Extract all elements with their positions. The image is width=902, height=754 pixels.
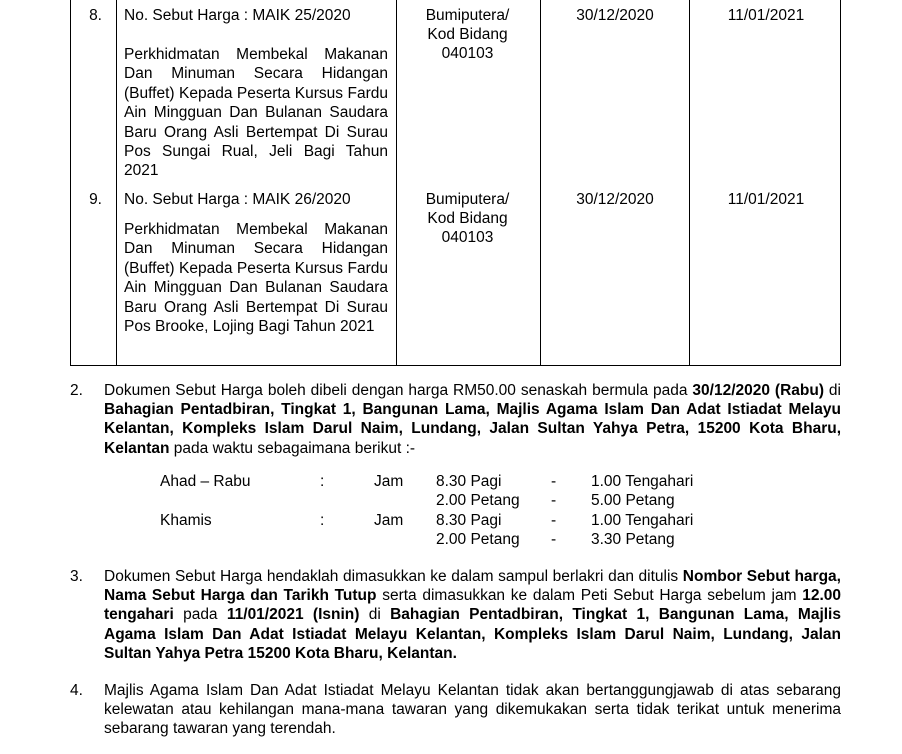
- table-divider: [540, 0, 541, 366]
- text-run: di: [359, 606, 391, 624]
- category-line: Bumiputera/: [425, 7, 510, 24]
- schedule-start: 2.00 Petang: [436, 492, 520, 509]
- paragraph-number: 3.: [70, 568, 83, 585]
- schedule-end: 3.30 Petang: [591, 531, 675, 548]
- schedule-start: 2.00 Petang: [436, 531, 520, 548]
- category-code: 040103: [441, 229, 494, 246]
- close-date: 11/01/2021: [727, 7, 805, 24]
- row-number: 9.: [89, 191, 102, 208]
- category-line: Bumiputera/: [425, 191, 510, 208]
- schedule-dash: -: [551, 492, 557, 509]
- tender-table: [0, 0, 902, 372]
- schedule-end: 5.00 Petang: [591, 492, 675, 509]
- table-divider: [689, 0, 690, 366]
- bold-text: Nombor Sebut harga, Nama Sebut Harga dan Tarikh Tutup: [104, 568, 841, 605]
- schedule-end: 1.00 Tengahari: [591, 473, 694, 490]
- schedule-dash: -: [551, 512, 557, 529]
- quotation-description: Perkhidmatan Membekal Makanan Dan Minuman Secara Hidangan (Buffet) Kepada Peserta Kursus Fardu Ain Mingguan Dan Bulanan Saudara Baru Orang Asli Bertempat Di Surau Pos Brooke, Lojing Bagi Tahun 2021: [124, 221, 388, 336]
- open-date: 30/12/2020: [576, 7, 654, 24]
- text-run: Dokumen Sebut Harga boleh dibeli dengan harga RM50.00 senaskah bermula pada: [104, 382, 693, 399]
- table-divider: [396, 0, 397, 366]
- bold-text: 11/01/2021 (Isnin): [226, 606, 360, 624]
- bold-text: Bahagian Pentadbiran, Tingkat 1, Bangunan Lama, Majlis Agama Islam Dan Adat Istiadat Melayu Kelantan, Kompleks Islam Darul Naim, Lundang, Jalan Sultan Yahya Petra 15200 Kota Bharu, Kelantan.: [104, 606, 841, 662]
- category-line: Kod Bidang: [427, 26, 508, 43]
- schedule-start: 8.30 Pagi: [436, 473, 502, 490]
- schedule-jam: Jam: [374, 512, 404, 529]
- schedule-colon: :: [320, 512, 325, 529]
- table-divider: [116, 0, 117, 366]
- quotation-description: Perkhidmatan Membekal Makanan Dan Minuman Secara Hidangan (Buffet) Kepada Peserta Kursus Fardu Ain Mingguan Dan Bulanan Saudara Baru Orang Asli Bertempat Di Surau Pos Sungai Rual, Jeli Bagi Tahun 2021: [124, 46, 388, 180]
- bold-text: 12.00 tengahari: [104, 587, 842, 624]
- table-border-right: [840, 0, 841, 366]
- bold-text: 30/12/2020 (Rabu): [692, 382, 824, 399]
- paragraph-number: 2.: [70, 382, 83, 399]
- text-run: serta dimasukkan ke dalam Peti Sebut Harga sebelum jam: [376, 587, 803, 605]
- paragraph-text: Majlis Agama Islam Dan Adat Istiadat Melayu Kelantan tidak akan bertanggungjawab di atas sebarang kelewatan atau kehilangan mana-mana tawaran yang dikemukakan serta tidak terikat untuk menerima sebarang tawaran yang terendah.: [104, 682, 841, 738]
- category-line: Kod Bidang: [427, 210, 508, 227]
- paragraph-text: [104, 381, 841, 458]
- paragraph-text: [104, 567, 841, 663]
- text-run: pada: [173, 606, 227, 624]
- schedule-end: 1.00 Tengahari: [591, 512, 694, 529]
- schedule-jam: Jam: [374, 473, 404, 490]
- quotation-number: No. Sebut Harga : MAIK 25/2020: [124, 7, 351, 24]
- schedule-start: 8.30 Pagi: [436, 512, 502, 529]
- category-code: 040103: [441, 45, 494, 62]
- schedule-day: Ahad – Rabu: [160, 473, 251, 490]
- row-number: 8.: [89, 7, 102, 24]
- close-date: 11/01/2021: [727, 191, 805, 208]
- text-run: di: [824, 382, 841, 399]
- text-run: pada waktu sebagaimana berikut :-: [169, 439, 416, 457]
- paragraph-number: 4.: [70, 682, 83, 699]
- schedule-dash: -: [551, 531, 557, 548]
- table-border-bottom: [70, 365, 841, 366]
- schedule-dash: -: [551, 473, 557, 490]
- table-border-left: [70, 0, 71, 366]
- open-date: 30/12/2020: [576, 191, 654, 208]
- text-run: Dokumen Sebut Harga hendaklah dimasukkan ke dalam sampul berlakri dan ditulis: [104, 568, 683, 585]
- bold-text: Bahagian Pentadbiran, Tingkat 1, Bangunan Lama, Majlis Agama Islam Dan Adat Istiadat Melayu Kelantan, Kompleks Islam Darul Naim, Lundang, Jalan Sultan Yahya Petra, 15200 Kota Bharu, Kelantan: [104, 401, 841, 457]
- quotation-number: No. Sebut Harga : MAIK 26/2020: [124, 191, 351, 208]
- schedule-colon: :: [320, 473, 325, 490]
- schedule-day: Khamis: [160, 512, 212, 529]
